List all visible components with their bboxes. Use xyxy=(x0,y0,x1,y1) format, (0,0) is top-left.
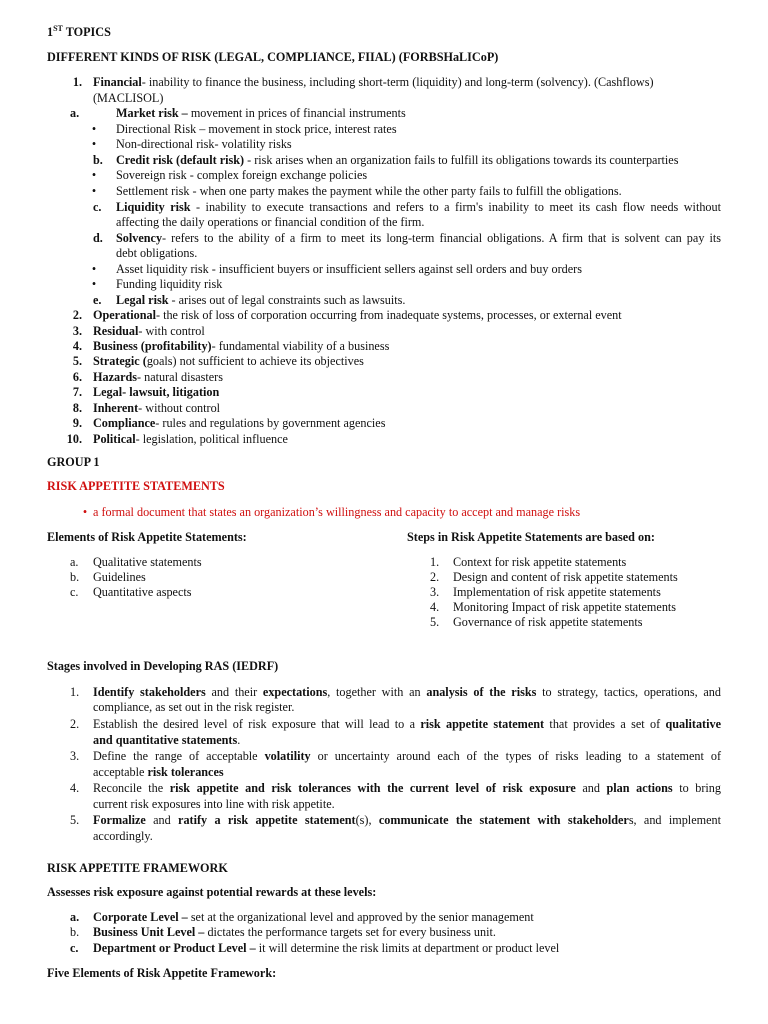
list-item xyxy=(93,925,496,940)
item-term: Solvency xyxy=(116,231,163,245)
stage-text: Define the range of acceptable xyxy=(93,749,265,763)
list-item: Sovereign risk - complex foreign exchange policies xyxy=(116,168,368,182)
item-term: Department or Product Level – xyxy=(93,941,256,955)
list-marker: a. xyxy=(70,106,80,120)
item-term: Residual xyxy=(93,323,139,338)
list-number: 7. xyxy=(72,385,82,399)
list-marker: e. xyxy=(93,293,102,307)
item-term: Market risk – xyxy=(116,106,188,120)
stage-term: volatility xyxy=(264,749,311,763)
stage-text: Reconcile the xyxy=(93,781,170,795)
item-text: - the risk of loss of corporation occurring from inadequate systems, processes, or external event xyxy=(155,308,622,322)
topic-title xyxy=(47,25,111,40)
list-number: 1. xyxy=(70,685,80,699)
stage-text: to bring xyxy=(672,781,721,795)
item-text: - refers to the ability of a firm to meet its long-term financial obligations. A firm that is solvent can pay its xyxy=(162,231,721,245)
topic-number: 1 xyxy=(47,25,54,39)
list-item: Quantitative aspects xyxy=(93,585,192,599)
stage-term: risk appetite statement xyxy=(420,717,545,731)
list-number: 9. xyxy=(72,416,82,430)
topic-superscript: ST xyxy=(53,23,63,33)
list-item xyxy=(93,416,385,431)
stage-text: and xyxy=(145,813,179,827)
item-text: goals) not sufficient to achieve its objectives xyxy=(146,354,364,368)
list-number: 4. xyxy=(72,339,82,353)
stage-text: and their xyxy=(205,685,263,699)
liquidity-risk-item xyxy=(116,200,721,215)
item-text-continued: affecting the daily operations or financial condition of the firm. xyxy=(116,215,425,229)
stage-text-continued: compliance, as set out in the risk register. xyxy=(93,700,295,714)
list-item xyxy=(93,370,223,385)
list-item: Implementation of risk appetite statements xyxy=(453,585,661,599)
bullet-marker: • xyxy=(91,168,97,182)
list-item: Qualitative statements xyxy=(93,555,202,569)
stage-item xyxy=(93,717,721,732)
list-marker: c. xyxy=(93,200,102,214)
framework-title: RISK APPETITE FRAMEWORK xyxy=(47,861,228,875)
elements-heading: Elements of Risk Appetite Statements: xyxy=(47,530,247,544)
list-item xyxy=(93,910,534,925)
list-item: Funding liquidity risk xyxy=(116,277,223,291)
item-text: - legislation, political influence xyxy=(135,431,288,446)
stage-text: (s), xyxy=(355,813,379,827)
list-item: Non-directional risk- volatility risks xyxy=(116,137,292,151)
list-item xyxy=(116,106,406,121)
list-item: Design and content of risk appetite statements xyxy=(453,570,678,584)
list-item: Governance of risk appetite statements xyxy=(453,615,643,629)
list-item: Settlement risk - when one party makes the payment while the other party fails to fulfill the obligations. xyxy=(116,184,622,198)
item-text: - natural disasters xyxy=(137,369,223,384)
stage-text: . xyxy=(237,733,241,747)
list-marker: a. xyxy=(70,910,80,924)
item-text: - inability to execute transactions and refers to a firm's inability to meet its cash flow needs without xyxy=(190,200,721,214)
item-term: Business Unit Level – xyxy=(93,925,205,939)
item-term: Political xyxy=(93,431,136,446)
financial-risk-mnemonic: (MACLISOL) xyxy=(93,91,164,105)
item-term: Corporate Level – xyxy=(93,910,188,924)
stage-term: Identify stakeholders xyxy=(93,685,206,699)
list-item xyxy=(93,308,622,323)
five-elements-heading: Five Elements of Risk Appetite Framework: xyxy=(47,966,277,980)
list-item xyxy=(93,354,364,369)
item-text: - without control xyxy=(138,400,221,415)
risk-kinds-heading: DIFFERENT KINDS OF RISK (LEGAL, COMPLIANCE, FIIAL) (FORBSHaLICoP) xyxy=(47,50,499,64)
item-term: Hazards xyxy=(93,369,138,384)
item-term: Legal risk xyxy=(116,293,169,307)
solvency-risk-item xyxy=(116,231,721,246)
list-number: 3. xyxy=(72,323,82,338)
item-term: Operational xyxy=(93,308,156,322)
stage-item xyxy=(93,813,721,828)
bullet-marker: • xyxy=(91,277,97,291)
list-marker: c. xyxy=(70,941,79,955)
item-text: set at the organizational level and approved by the senior management xyxy=(187,910,534,924)
item-text: - fundamental viability of a business xyxy=(211,339,390,353)
list-marker: c. xyxy=(70,585,79,599)
item-text: - with control xyxy=(138,323,205,338)
stage-text: , together with an xyxy=(327,685,427,699)
item-text: movement in prices of financial instruments xyxy=(187,106,406,120)
list-number: 3. xyxy=(70,749,80,763)
list-marker: 4. xyxy=(430,600,440,614)
item-text: dictates the performance targets set for every business unit. xyxy=(204,925,496,939)
list-marker: 2. xyxy=(430,570,440,584)
item-text: - risk arises when an organization fails to fulfill its obligations towards its counterparties xyxy=(244,153,679,167)
item-term: Compliance xyxy=(93,416,156,430)
stage-item xyxy=(93,685,721,700)
stage-term: Formalize xyxy=(93,813,146,827)
list-item xyxy=(93,401,220,416)
stage-term: risk tolerances xyxy=(147,765,224,779)
list-number: 2. xyxy=(72,308,82,322)
stage-text-continued xyxy=(93,765,224,780)
group-label: GROUP 1 xyxy=(47,455,100,469)
bullet-marker: • xyxy=(82,505,88,519)
list-marker: a. xyxy=(70,555,79,569)
list-item xyxy=(93,339,389,354)
list-item xyxy=(116,153,678,168)
list-item: Directional Risk – movement in stock price, interest rates xyxy=(116,122,397,136)
item-term: Legal- lawsuit, litigation xyxy=(93,385,220,399)
item-text-continued: debt obligations. xyxy=(116,246,198,260)
item-text: it will determine the risk limits at department or product level xyxy=(255,941,560,955)
framework-assess: Assesses risk exposure against potential rewards at these levels: xyxy=(47,885,377,899)
ras-title: RISK APPETITE STATEMENTS xyxy=(47,479,225,493)
financial-risk-item xyxy=(93,75,721,91)
list-item: Asset liquidity risk - insufficient buyers or insufficient sellers against sell orders and buy orders xyxy=(116,262,582,276)
list-number: 5. xyxy=(70,813,80,827)
ras-definition: a formal document that states an organization’s willingness and capacity to accept and manage risks xyxy=(93,505,581,519)
list-item xyxy=(93,385,219,400)
topic-label: TOPICS xyxy=(62,25,111,39)
list-number: 2. xyxy=(70,717,80,731)
stage-term: ratify a risk appetite statement xyxy=(178,813,356,827)
risk-description: - inability to finance the business, including short-term (liquidity) and long-term (solvency). (Cashflows) xyxy=(141,75,654,89)
item-term: Liquidity risk xyxy=(116,200,191,214)
list-number: 1. xyxy=(72,75,82,89)
list-item: Context for risk appetite statements xyxy=(453,555,627,569)
list-marker: 1. xyxy=(430,555,440,569)
list-number: 8. xyxy=(72,400,82,415)
stage-text: s, and implement xyxy=(628,813,721,827)
stage-text-continued xyxy=(93,733,240,748)
list-item xyxy=(116,293,405,308)
item-term: Business (profitability) xyxy=(93,339,212,353)
bullet-marker: • xyxy=(91,262,97,276)
list-number: 10. xyxy=(66,431,82,446)
item-term: Inherent xyxy=(93,400,139,415)
stage-term: analysis of the risks xyxy=(426,685,537,699)
stage-text: Establish the desired level of risk exposure that will lead to a xyxy=(93,717,421,731)
stage-text-continued: accordingly. xyxy=(93,829,153,843)
list-item xyxy=(93,941,559,956)
stage-text: or uncertainty around each of the types of risks leading to a statement of xyxy=(310,749,722,763)
list-marker: 3. xyxy=(430,585,440,599)
stage-term: and quantitative statements xyxy=(93,733,238,747)
list-item: Guidelines xyxy=(93,570,146,584)
bullet-marker: • xyxy=(91,137,97,151)
steps-heading: Steps in Risk Appetite Statements are based on: xyxy=(407,530,655,544)
stage-text: that provides a set of xyxy=(544,717,666,731)
bullet-marker: • xyxy=(91,184,97,198)
list-marker: b. xyxy=(93,153,103,167)
item-term: Credit risk (default risk) xyxy=(116,153,245,167)
stage-term: risk appetite and risk tolerances with the current level of risk exposure xyxy=(169,781,576,795)
list-marker: b. xyxy=(70,925,80,939)
stage-term: communicate the statement with stakeholder xyxy=(378,813,629,827)
stage-text: to strategy, tactics, operations, and xyxy=(536,685,721,699)
stage-term: plan actions xyxy=(606,781,673,795)
stage-term: qualitative xyxy=(665,717,721,731)
list-item xyxy=(93,432,288,447)
stage-text: and xyxy=(575,781,607,795)
item-text: - rules and regulations by government agencies xyxy=(155,416,386,430)
stage-item xyxy=(93,781,721,796)
list-item: Monitoring Impact of risk appetite statements xyxy=(453,600,677,614)
bullet-marker: • xyxy=(91,122,97,136)
stage-item xyxy=(93,749,721,764)
risk-term: Financial xyxy=(93,75,142,89)
stage-text: acceptable xyxy=(93,765,148,779)
list-number: 6. xyxy=(72,369,82,384)
stages-heading: Stages involved in Developing RAS (IEDRF) xyxy=(47,659,279,673)
list-number: 5. xyxy=(72,354,82,368)
item-text: - arises out of legal constraints such as lawsuits. xyxy=(168,293,406,307)
list-marker: d. xyxy=(93,231,103,245)
list-marker: b. xyxy=(70,570,80,584)
stage-term: expectations xyxy=(262,685,328,699)
list-item xyxy=(93,324,205,339)
list-number: 4. xyxy=(70,781,80,795)
stage-text-continued: current risk exposures into line with risk appetite. xyxy=(93,797,335,811)
item-term: Strategic ( xyxy=(93,354,147,368)
list-marker: 5. xyxy=(430,615,440,629)
